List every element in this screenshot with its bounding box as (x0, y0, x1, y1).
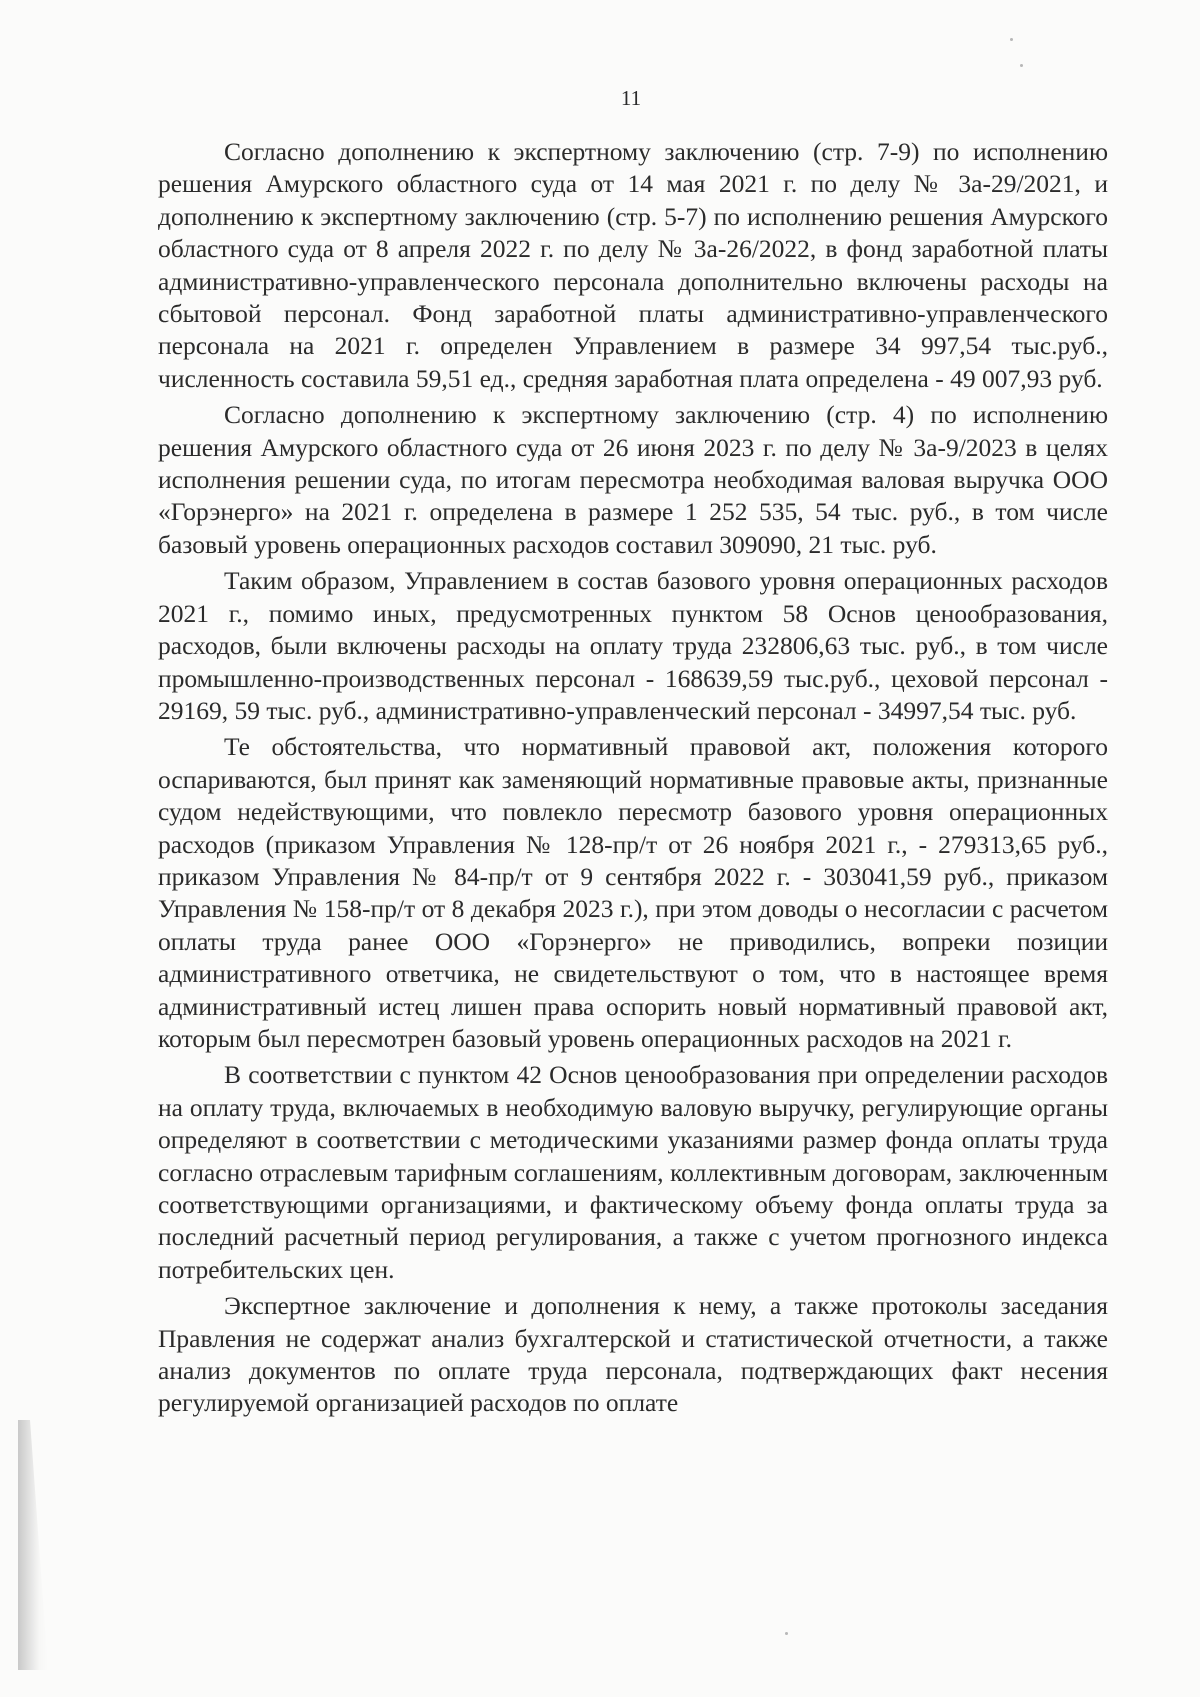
scan-speck (1010, 38, 1013, 41)
scan-speck (785, 1632, 788, 1635)
document-body (158, 136, 1108, 1424)
scan-speck (1020, 64, 1023, 67)
paragraph: В соответствии с пунктом 42 Основ ценообразования при определении расходов на оплату труда, включаемых в необходимую валовую выручку, регулирующие органы определяют в соответствии с методическими указаниями размер фонда оплаты труда согласно отраслевым тарифным соглашениям, коллективным договорам, заключенным соответствующими организациями, и фактическому объему фонда оплаты труда за последний расчетный период регулирования, а также с учетом прогнозного индекса потребительских цен. (158, 1060, 1108, 1284)
paragraph: Согласно дополнению к экспертному заключению (стр. 4) по исполнению решения Амурского областного суда от 26 июня 2023 г. по делу № 3а-9/2023 в целях исполнения решении суда, по итогам пересмотра необходимая валовая выручка ООО «Горэнерго» на 2021 г. определена в размере 1 252 535, 54 тыс. руб., в том числе базовый уровень операционных расходов составил 309090, 21 тыс. руб. (158, 400, 1108, 559)
paragraph: Таким образом, Управлением в состав базового уровня операционных расходов 2021 г., помимо иных, предусмотренных пунктом 58 Основ ценообразования, расходов, были включены расходы на оплату труда 232806,63 тыс. руб., в том числе промышленно-производственных персонал - 168639,59 тыс.руб., цеховой персонал - 29169, 59 тыс. руб., административно-управленческий персонал - 34997,54 тыс. руб. (158, 566, 1108, 725)
scan-edge-shadow (18, 1420, 48, 1670)
paragraph: Экспертное заключение и дополнения к нему, а также протоколы заседания Правления не содержат анализ бухгалтерской и статистической отчетности, а также анализ документов по оплате труда персонала, подтверждающих факт несения регулируемой организацией расходов по оплате (158, 1291, 1108, 1418)
paragraph: Те обстоятельства, что нормативный правовой акт, положения которого оспариваются, был принят как заменяющий нормативные правовые акты, признанные судом недействующими, что повлекло пересмотр базового уровня операционных расходов (приказом Управления № 128-пр/т от 26 ноября 2021 г., - 279313,65 руб., приказом Управления № 84-пр/т от 9 сентября 2022 г. - 303041,59 руб., приказом Управления № 158-пр/т от 8 декабря 2023 г.), при этом доводы о несогласии с расчетом оплаты труда ранее ООО «Горэнерго» не приводились, вопреки позиции административного ответчика, не свидетельствуют о том, что в настоящее время административный истец лишен права оспорить новый нормативный правовой акт, которым был пересмотрен базовый уровень операционных расходов на 2021 г. (158, 732, 1108, 1053)
paragraph: Согласно дополнению к экспертному заключению (стр. 7-9) по исполнению решения Амурского областного суда от 14 мая 2021 г. по делу № 3а-29/2021, и дополнению к экспертному заключению (стр. 5-7) по исполнению решения Амурского областного суда от 8 апреля 2022 г. по делу № 3а-26/2022, в фонд заработной платы административно-управленческого персонала дополнительно включены расходы на сбытовой персонал. Фонд заработной платы административно-управленческого персонала на 2021 г. определен Управлением в размере 34 997,54 тыс.руб., численность составила 59,51 ед., средняя заработная плата определена - 49 007,93 руб. (158, 137, 1108, 393)
page-number: 11 (620, 86, 642, 110)
